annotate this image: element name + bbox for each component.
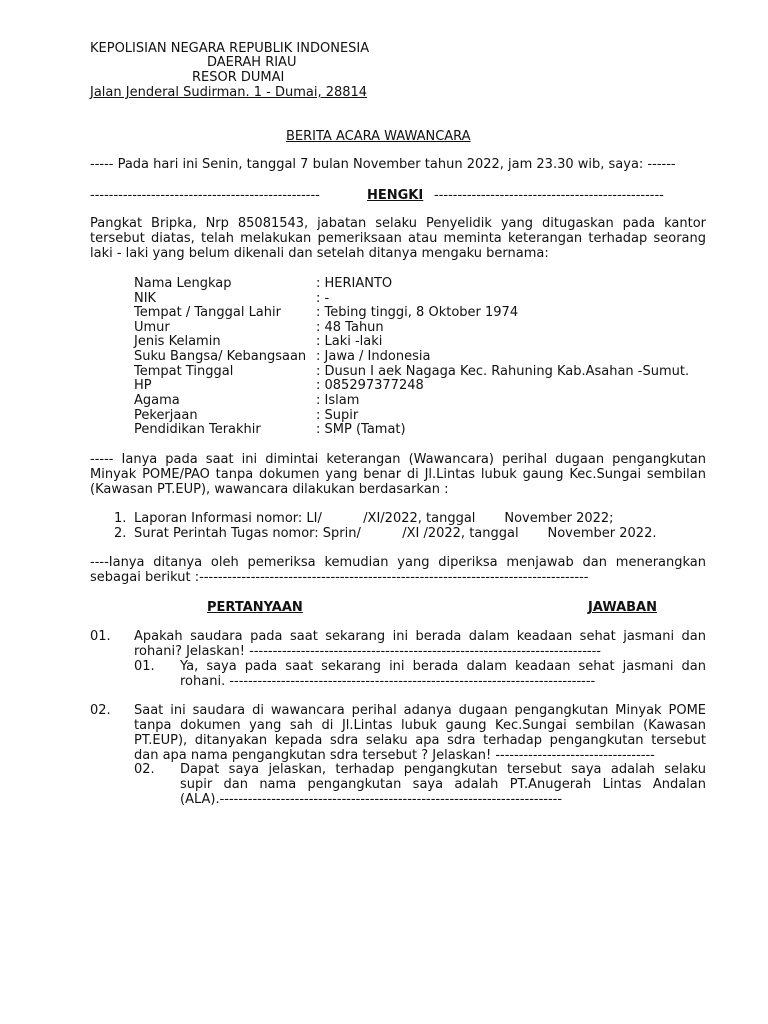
question-line: PT.EUP), ditanyakan kepada sdra selaku apa sdra terhadap pengangkutan tersebut (134, 733, 706, 748)
identity-label: Jenis Kelamin (134, 334, 221, 349)
question-line: rohani? Jelaskan! --------------------------------------------------------------------------- (134, 644, 601, 659)
reference-number: 1. (114, 511, 127, 526)
transition-line-2: sebagai berikut :----------------------------------------------------------------------------------- (90, 570, 589, 585)
answer-number: 01. (134, 659, 155, 674)
identity-label: Umur (134, 320, 170, 335)
basis-line-3: (Kawasan PT.EUP), wawancara dilakukan berdasarkan : (90, 482, 449, 497)
identity-label: HP (134, 378, 152, 393)
identity-value: : Laki -laki (316, 334, 383, 349)
question-line: tanpa dokumen yang sah di Jl.Lintas lubuk gaung Kec.Sungai sembilan (Kawasan (134, 718, 706, 733)
basis-line-1: ----- Ianya pada saat ini dimintai keterangan (Wawancara) perihal dugaan pengangkutan (90, 452, 706, 467)
answer-line: Dapat saya jelaskan, terhadap pengangkutan tersebut saya adalah selaku (180, 762, 706, 777)
opening-line: ----- Pada hari ini Senin, tanggal 7 bulan November tahun 2022, jam 23.30 wib, saya: ------ (90, 157, 676, 172)
header-address: Jalan Jenderal Sudirman. 1 - Dumai, 28814 (90, 85, 368, 100)
question-line: Saat ini saudara di wawancara perihal adanya dugaan pengangkutan Minyak POME (134, 703, 706, 718)
officer-dashes-right: ------------------------------------------------- (434, 188, 664, 203)
identity-label: Nama Lengkap (134, 276, 232, 291)
answer-line: (ALA).------------------------------------------------------------------------- (180, 792, 563, 807)
officer-dashes-left: ------------------------------------------------- (90, 188, 320, 203)
answer-line: Ya, saya pada saat sekarang ini berada dalam keadaan sehat jasmani dan (180, 659, 706, 674)
identity-value: : 085297377248 (316, 378, 424, 393)
question-line: dan apa nama pengangkutan sdra tersebut ? Jelaskan! ---------------------------------- (134, 748, 655, 763)
identity-label: Tempat / Tanggal Lahir (134, 305, 281, 320)
reference-text: Laporan Informasi nomor: LI/ /XI/2022, tanggal November 2022; (134, 511, 614, 526)
question-number: 02. (90, 703, 111, 718)
header-resort: RESOR DUMAI (192, 70, 285, 85)
identity-label: Agama (134, 393, 180, 408)
intro-line-1: Pangkat Bripka, Nrp 85081543, jabatan selaku Penyelidik yang ditugaskan pada kantor (90, 216, 706, 231)
intro-line-3: laki - laki yang belum dikenali dan setelah ditanya mengaku bernama: (90, 246, 549, 261)
identity-value: : Jawa / Indonesia (316, 349, 431, 364)
header-institution: KEPOLISIAN NEGARA REPUBLIK INDONESIA (90, 41, 370, 56)
identity-value: : Islam (316, 393, 360, 408)
document-title: BERITA ACARA WAWANCARA (286, 129, 471, 144)
intro-line-2: tersebut diatas, telah melakukan pemeriksaan atau meminta keterangan terhadap seorang (90, 231, 706, 246)
question-number: 01. (90, 629, 111, 644)
identity-label: Tempat Tinggal (134, 364, 234, 379)
answer-column-heading: JAWABAN (588, 600, 657, 615)
reference-number: 2. (114, 526, 127, 541)
identity-label: Pekerjaan (134, 408, 198, 423)
identity-value: : - (316, 291, 330, 306)
identity-label: NIK (134, 291, 157, 306)
identity-value: : Tebing tinggi, 8 Oktober 1974 (316, 305, 519, 320)
identity-label: Pendidikan Terakhir (134, 422, 261, 437)
identity-value: : Supir (316, 408, 359, 423)
identity-value: : 48 Tahun (316, 320, 384, 335)
question-line: Apakah saudara pada saat sekarang ini berada dalam keadaan sehat jasmani dan (134, 629, 706, 644)
identity-value: : SMP (Tamat) (316, 422, 406, 437)
transition-line-1: ----Ianya ditanya oleh pemeriksa kemudian yang diperiksa menjawab dan menerangkan (90, 555, 706, 570)
identity-value: : Dusun I aek Nagaga Kec. Rahuning Kab.Asahan -Sumut. (316, 364, 690, 379)
question-column-heading: PERTANYAAN (207, 600, 303, 615)
reference-text: Surat Perintah Tugas nomor: Sprin/ /XI /2022, tanggal November 2022. (134, 526, 657, 541)
answer-line: supir dan nama pengangkutan saya adalah PT.Anugerah Lintas Andalan (180, 777, 706, 792)
basis-line-2: Minyak POME/PAO tanpa dokumen yang benar di Jl.Lintas lubuk gaung Kec.Sungai sembilan (90, 467, 706, 482)
answer-number: 02. (134, 762, 155, 777)
identity-value: : HERIANTO (316, 276, 393, 291)
answer-line: rohani. ------------------------------------------------------------------------------ (180, 674, 596, 689)
identity-label: Suku Bangsa/ Kebangsaan (134, 349, 307, 364)
officer-name: HENGKI (367, 188, 424, 203)
header-region: DAERAH RIAU (207, 55, 297, 70)
